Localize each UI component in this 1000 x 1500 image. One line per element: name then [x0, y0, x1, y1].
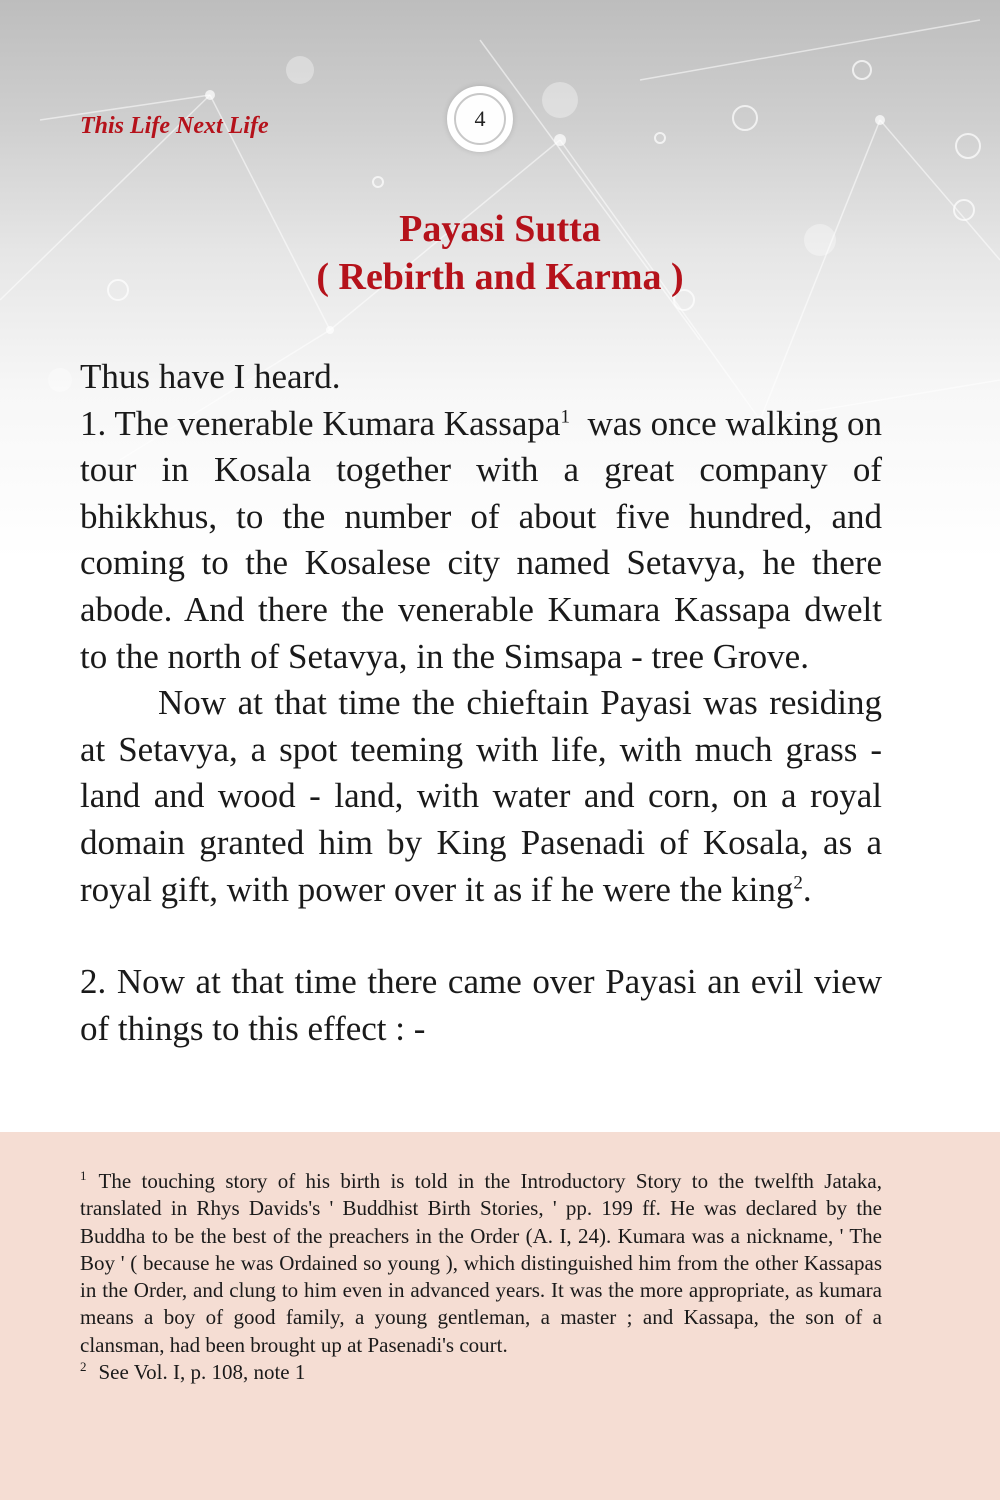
footnote-1: [80, 1168, 882, 1359]
footnote-2-text: See Vol. I, p. 108, note 1: [98, 1360, 306, 1385]
paragraph-2-text-start: 1. The venerable Kumara Kassapa: [80, 403, 561, 443]
chapter-title: [0, 205, 1000, 301]
body-text: [80, 354, 891, 1052]
footnote-1-number: 1: [80, 1168, 87, 1183]
chapter-title-line-1: Payasi Sutta: [399, 208, 601, 250]
footnote-reference-1[interactable]: 1: [560, 405, 570, 427]
footnote-2-number: 2: [80, 1359, 87, 1375]
paragraph-1: Thus have I heard.: [80, 357, 341, 396]
chapter-title-line-2: ( Rebirth and Karma ): [316, 256, 684, 298]
paragraph-3-end: .: [802, 869, 812, 909]
footnote-1-text: The touching story of his birth is told in the Introductory Story to the twelfth Jataka, translated in Rhys Davids's ' Buddhist Birth Stories, ' pp. 199 ff. He was declared by the Buddha to be the best of the preachers in the Order (A. I, 24). Kumara was a nickname, ' The Boy ' ( because he was Ordained so young ), which distinguished him from the other Kassapas in the Order, and clung to him even in advanced years. It was the more appropriate, as kumara means a boy of good family, a young gentleman, a master ; and Kassapa, the son of a clansman, had been brought up at Pasenadi's court.: [80, 1169, 882, 1357]
paragraph-4: 2. Now at that time there came over Payasi an evil view of things to this effect : -: [80, 962, 882, 1048]
footnote-2: [80, 1359, 882, 1386]
paragraph-2-text-rest: was once walking on tour in Kosala together with a great company of bhikkhus, to the number of about five hundred, and coming to the Kosalese city named Setavya, he there abode. And there the venerable Kumara Kassapa dwelt to the north of Setavya, in the Simsapa - tree Grove.: [80, 403, 891, 676]
page-number: 4: [454, 93, 506, 145]
paragraph-3-text: Now at that time the chieftain Payasi was residing at Setavya, a spot teeming with life, with much grass - land and wood - land, with water and corn, on a royal domain granted him by King Pasenadi of Kosala, as a royal gift, with power over it as if he were the king: [80, 683, 882, 909]
running-header-title: This Life Next Life: [80, 113, 269, 139]
footnotes: [80, 1168, 882, 1386]
footnote-reference-2[interactable]: 2: [793, 871, 803, 893]
paragraph-2: [80, 401, 891, 681]
paragraph-3: [80, 680, 882, 913]
